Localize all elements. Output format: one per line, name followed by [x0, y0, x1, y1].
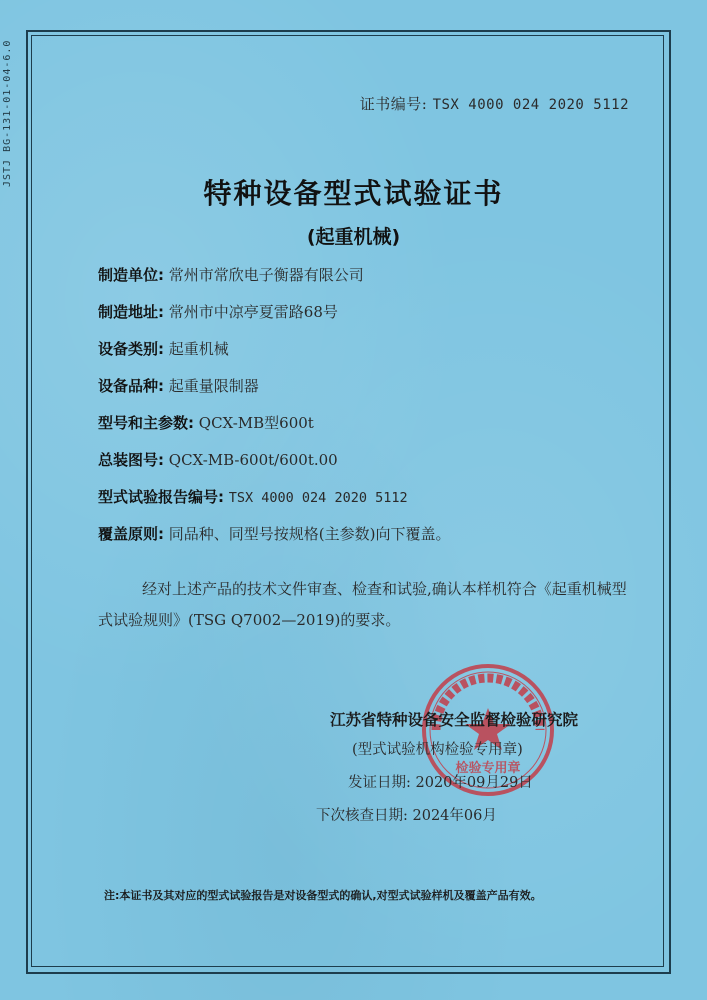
issue-date-value: 2020年09月29日 — [415, 775, 533, 791]
conformity-statement: 经对上述产品的技术文件审查、检查和试验,确认本样机符合《起重机械型式试验规则》(TSG Q7002—2019)的要求。 — [98, 580, 627, 629]
next-check-date — [316, 804, 497, 825]
field-label: 制造地址: — [98, 303, 164, 321]
issue-date-label: 发证日期: — [348, 775, 411, 791]
field-coverage — [98, 521, 658, 558]
side-form-code: JSTJ BG-131-01-04-6.0 — [2, 40, 13, 188]
field-category — [98, 336, 658, 373]
certificate-fields — [98, 262, 658, 558]
certificate-number — [360, 93, 629, 114]
field-label: 制造单位: — [98, 266, 164, 284]
certificate-number-label: 证书编号: — [359, 95, 428, 113]
field-manufacturer — [98, 262, 658, 299]
issue-date — [348, 771, 533, 792]
certificate-subtitle: (起重机械) — [306, 226, 401, 248]
field-value: 起重机械 — [168, 340, 229, 358]
field-label: 覆盖原则: — [98, 525, 164, 543]
field-variety — [98, 373, 658, 410]
field-report-number — [98, 484, 658, 521]
field-label: 总装图号: — [98, 451, 164, 469]
field-label: 型号和主参数: — [98, 414, 194, 432]
field-value: QCX-MB-600t/600t.00 — [168, 451, 338, 469]
seal-bottom-text: 检验专用章 — [455, 761, 521, 776]
certificate-title: 特种设备型式试验证书 — [203, 177, 504, 210]
field-value: 同品种、同型号按规格(主参数)向下覆盖。 — [168, 525, 451, 543]
field-model — [98, 410, 658, 447]
certificate-number-value: TSX 4000 024 2020 5112 — [432, 97, 629, 113]
next-check-label: 下次核查日期: — [316, 808, 408, 824]
stamp-note: (型式试验机构检验专用章) — [352, 742, 523, 758]
field-value: TSX 4000 024 2020 5112 — [228, 490, 408, 506]
issuing-organization: 江苏省特种设备安全监督检验研究院 — [330, 711, 579, 729]
footnote: 注:本证书及其对应的型式试验报告是对设备型式的确认,对型式试验样机及覆盖产品有效。 — [104, 889, 542, 902]
field-drawing-number — [98, 447, 658, 484]
field-value: 常州市常欣电子衡器有限公司 — [168, 266, 364, 284]
field-value: 常州市中凉亭夏雷路68号 — [168, 303, 338, 321]
field-value: QCX-MB型600t — [198, 414, 314, 432]
field-label: 型式试验报告编号: — [98, 488, 224, 506]
field-value: 起重量限制器 — [168, 377, 259, 395]
field-address — [98, 299, 658, 336]
field-label: 设备类别: — [98, 340, 164, 358]
next-check-value: 2024年06月 — [412, 808, 497, 824]
field-label: 设备品种: — [98, 377, 164, 395]
